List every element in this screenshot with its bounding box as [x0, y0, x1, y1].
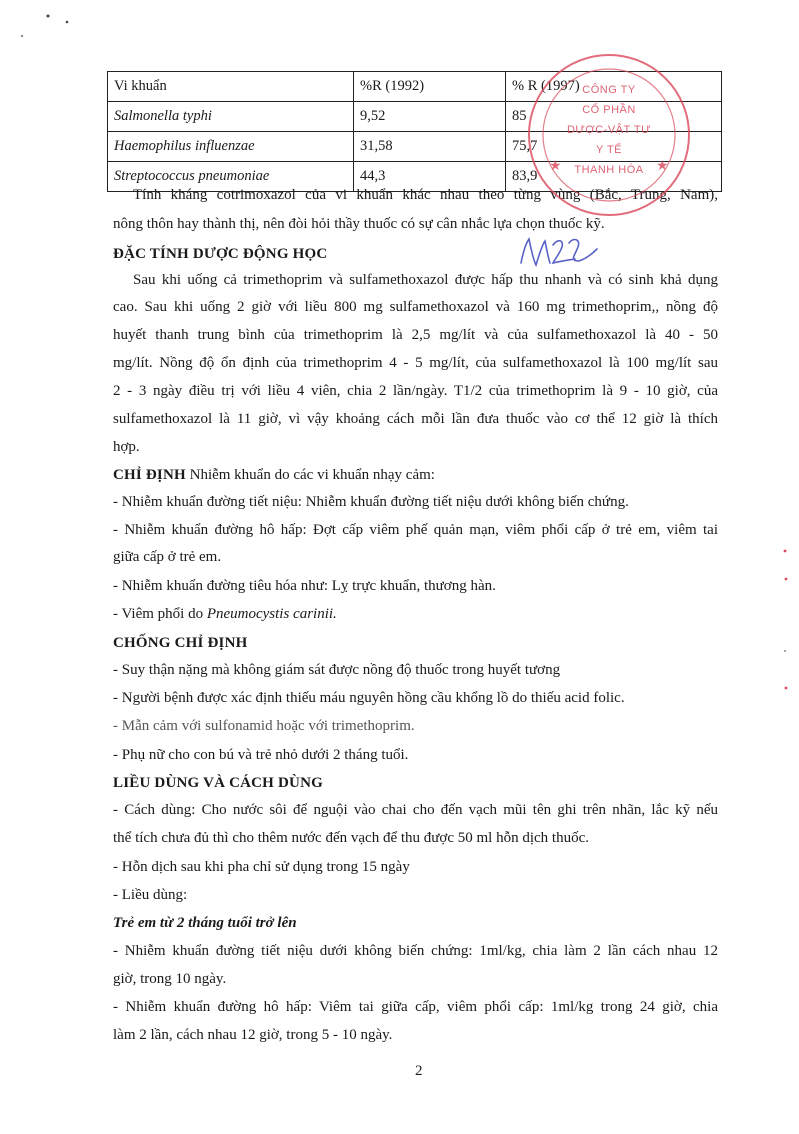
- table-cell-bacterium: Haemophilus influenzae: [108, 132, 354, 162]
- list-item: - Nhiễm khuẩn đường tiêu hóa như: Lỵ trực khuẩn, thương hàn.: [113, 578, 496, 594]
- section-heading-contraindications: CHỐNG CHỈ ĐỊNH: [113, 635, 248, 651]
- list-item: [113, 604, 337, 624]
- table-cell-bacterium: Streptococcus pneumoniae: [108, 162, 354, 192]
- table-header-cell: Vi khuẩn: [108, 72, 354, 102]
- stamp-text: DƯỢC-VẬT TƯ: [566, 124, 652, 136]
- page-number: 2: [415, 1063, 423, 1079]
- table-cell-value: 44,3: [354, 162, 506, 192]
- indications-intro-text: Nhiễm khuẩn do các vi khuẩn nhạy cảm:: [185, 467, 435, 483]
- table-cell-value: 75,7: [506, 132, 722, 162]
- list-item-continuation: làm 2 lần, cách nhau 12 giờ, trong 5 - 10 ngày.: [113, 1027, 393, 1043]
- section-heading-dosage: LIỀU DÙNG VÀ CÁCH DÙNG: [113, 775, 323, 791]
- list-item-text: - Viêm phổi do: [113, 606, 207, 622]
- list-item: - Người bệnh được xác định thiếu máu nguyên hồng cầu khổng lồ do thiếu acid folic.: [113, 690, 625, 706]
- signature-initials: [517, 233, 599, 273]
- paragraph-line: huyết thanh trung bình của trimethoprim là 2,5 mg/lít và của sulfamethoxazol là 40 - 50: [113, 327, 718, 343]
- paragraph-line: 2 - 3 ngày điều trị với liều 4 viên, chia 2 lần/ngày. T1/2 của trimethoprim là 9 - 10 giờ, của: [113, 383, 718, 399]
- list-item: - Nhiễm khuẩn đường hô hấp: Viêm tai giữa cấp, viêm phổi cấp: 1ml/kg trong 24 giờ, chia: [113, 999, 718, 1015]
- table-cell-value: 85: [506, 102, 722, 132]
- paragraph-line: hợp.: [113, 439, 140, 455]
- table-header-cell: %R (1992): [354, 72, 506, 102]
- paragraph-line: sulfamethoxazol là 11 giờ, vì vậy khoảng cách mỗi lần đưa thuốc vào cơ thể 12 giờ là thích: [113, 411, 718, 427]
- table-cell-value: 31,58: [354, 132, 506, 162]
- list-item: - Liều dùng:: [113, 887, 188, 903]
- list-item: - Nhiễm khuẩn đường hô hấp: Đợt cấp viêm phế quản mạn, viêm phổi cấp ở trẻ em, viêm tai: [113, 522, 718, 538]
- section-heading-pharmacokinetics: ĐẶC TÍNH DƯỢC ĐỘNG HỌC: [113, 246, 328, 262]
- list-item-continuation: giờ, trong 10 ngày.: [113, 971, 227, 987]
- stamp-text: CÔNG TY: [582, 84, 636, 96]
- list-item: - Phụ nữ cho con bú và trẻ nhỏ dưới 2 tháng tuổi.: [113, 747, 409, 763]
- indications-intro: [113, 465, 435, 485]
- subheading-children: Trẻ em từ 2 tháng tuổi trở lên: [113, 915, 297, 931]
- table-cell-bacterium: Salmonella typhi: [108, 102, 354, 132]
- paragraph-line: mg/lít. Nồng độ ổn định của trimethoprim 4 - 5 mg/lít, của sulfamethoxazol là 100 mg/lít sau: [113, 355, 718, 371]
- paragraph-line: Sau khi uống cả trimethoprim và sulfamethoxazol được hấp thu nhanh và có sinh khả dụng: [133, 272, 718, 288]
- organism-name: Pneumocystis carinii.: [206, 606, 337, 622]
- list-item: - Cách dùng: Cho nước sôi để nguội vào chai cho đến vạch mũi tên ghi trên nhãn, lắc kỹ nếu: [113, 802, 718, 818]
- svg-text:★: ★: [656, 158, 669, 174]
- stamp-text: THANH HÓA: [574, 164, 644, 176]
- stamp-text: CỔ PHẦN: [582, 104, 636, 116]
- list-item: - Hỗn dịch sau khi pha chỉ sử dụng trong 15 ngày: [113, 859, 410, 875]
- list-item: - Suy thận nặng mà không giám sát được nồng độ thuốc trong huyết tương: [113, 662, 561, 678]
- paragraph-line: cao. Sau khi uống 2 giờ với liều 800 mg sulfamethoxazol và 160 mg trimethoprim,, nồng độ: [113, 299, 718, 315]
- company-stamp: [524, 50, 694, 220]
- list-item-continuation: giữa cấp ở trẻ em.: [113, 549, 222, 565]
- list-item: - Nhiễm khuẩn đường tiết niệu: Nhiễm khuẩn đường tiết niệu dưới không biến chứng.: [113, 494, 629, 510]
- resistance-note-line: Tính kháng cotrimoxazol của vi khuẩn khác nhau theo từng vùng (Bắc, Trung, Nam),: [133, 187, 718, 203]
- section-heading-indications: CHỈ ĐỊNH: [113, 467, 186, 483]
- stamp-text: Y TẾ: [595, 144, 623, 156]
- svg-text:★: ★: [549, 158, 562, 174]
- table-cell-value: 83,9: [506, 162, 722, 192]
- table-cell-value: 9,52: [354, 102, 506, 132]
- resistance-note-line: nông thôn hay thành thị, nên đòi hỏi thầy thuốc có sự cân nhắc lựa chọn thuốc kỹ.: [113, 216, 605, 232]
- list-item-continuation: thể tích chưa đủ thì cho thêm nước đến vạch để thu được 50 ml hỗn dịch thuốc.: [113, 830, 589, 846]
- table-header-cell: % R (1997): [506, 72, 722, 102]
- list-item: - Mẫn cảm với sulfonamid hoặc với trimethoprim.: [113, 718, 415, 734]
- list-item: - Nhiễm khuẩn đường tiết niệu dưới không biến chứng: 1ml/kg, chia làm 2 lần cách nhau 12: [113, 943, 718, 959]
